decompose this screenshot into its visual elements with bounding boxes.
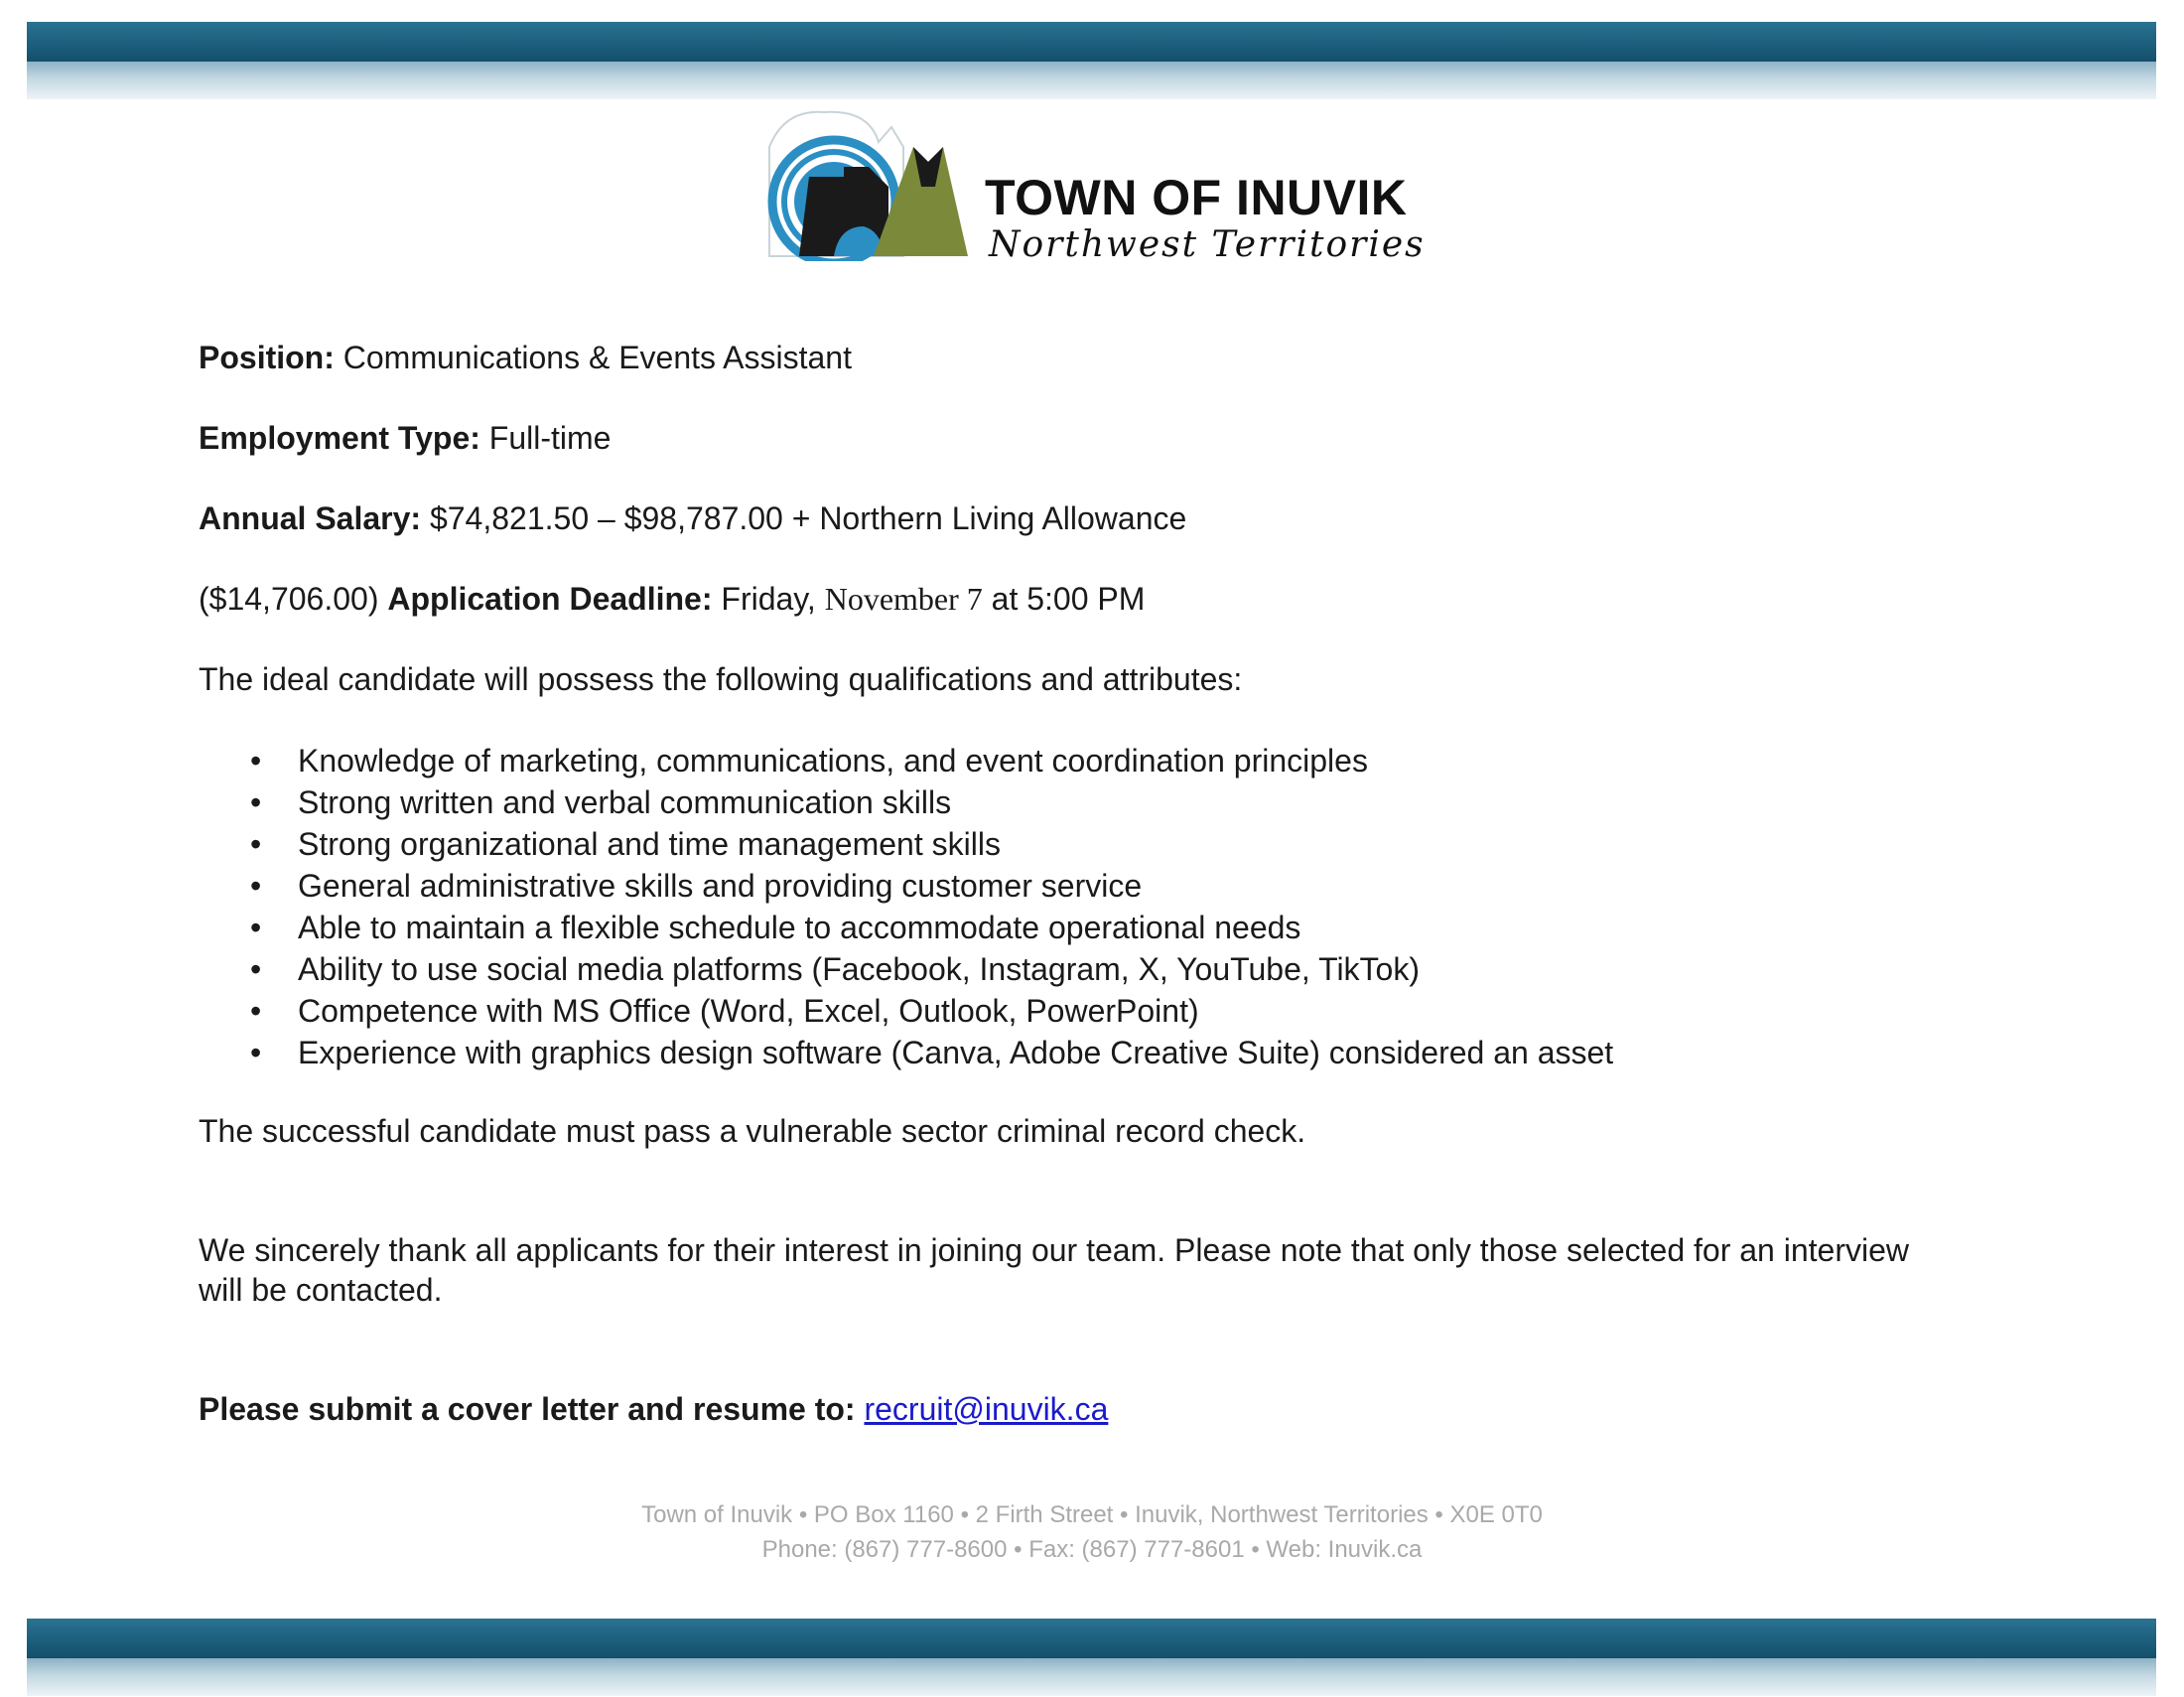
deadline-date: November 7 bbox=[824, 581, 983, 617]
thank-you-note: We sincerely thank all applicants for their interest in joining our team. Please note that only those selected for an interview will be contacted. bbox=[199, 1232, 1909, 1308]
bullet-icon: • bbox=[250, 993, 262, 1029]
bullet-icon: • bbox=[250, 1035, 262, 1070]
list-item bbox=[199, 1032, 1985, 1073]
salary-field bbox=[199, 498, 1985, 538]
bullet-icon: • bbox=[250, 743, 262, 778]
list-item bbox=[199, 907, 1985, 948]
list-item bbox=[199, 865, 1985, 907]
list-item-text: General administrative skills and providing customer service bbox=[298, 868, 1143, 904]
position-value: Communications & Events Assistant bbox=[342, 340, 852, 375]
footer-band-bar bbox=[27, 1619, 2156, 1658]
list-item-text: Strong organizational and time management skills bbox=[298, 826, 1001, 862]
header-band-bar bbox=[27, 22, 2156, 62]
job-posting bbox=[199, 338, 1985, 1429]
record-check-note: The successful candidate must pass a vulnerable sector criminal record check. bbox=[199, 1113, 1306, 1149]
list-item bbox=[199, 948, 1985, 990]
town-logo-subtitle: Northwest Territories bbox=[989, 224, 1426, 265]
town-logo-name: TOWN OF INUVIK bbox=[985, 170, 1408, 225]
bullet-icon: • bbox=[250, 784, 262, 820]
position-field bbox=[199, 338, 1985, 377]
list-item bbox=[199, 823, 1985, 865]
submit-instructions bbox=[199, 1389, 1985, 1429]
contact-footer bbox=[0, 1497, 2184, 1567]
list-item bbox=[199, 740, 1985, 781]
deadline-field bbox=[199, 579, 1985, 619]
bullet-icon: • bbox=[250, 826, 262, 862]
deadline-label: Application Deadline: bbox=[387, 581, 713, 617]
bullet-icon: • bbox=[250, 868, 262, 904]
deadline-day: Friday, bbox=[721, 581, 816, 617]
bullet-icon: • bbox=[250, 951, 262, 987]
employment-type-label: Employment Type: bbox=[199, 420, 480, 456]
town-logo-icon bbox=[764, 107, 978, 261]
list-item-text: Ability to use social media platforms (Facebook, Instagram, X, YouTube, TikTok) bbox=[298, 951, 1420, 987]
footer-phone-web: Phone: (867) 777-8600 • Fax: (867) 777-8601 • Web: Inuvik.ca bbox=[761, 1536, 1423, 1563]
bullet-icon: • bbox=[250, 910, 262, 945]
header-band bbox=[27, 22, 2156, 99]
list-item-text: Strong written and verbal communication skills bbox=[298, 784, 952, 820]
recruit-email-link[interactable]: recruit@inuvik.ca bbox=[864, 1391, 1109, 1427]
list-item bbox=[199, 781, 1985, 823]
employment-type-field bbox=[199, 418, 1985, 458]
deadline-time: at 5:00 PM bbox=[991, 581, 1146, 617]
position-label: Position: bbox=[199, 340, 335, 375]
allowance-amount: ($14,706.00) bbox=[199, 581, 379, 617]
list-item-text: Knowledge of marketing, communications, and event coordination principles bbox=[298, 743, 1368, 778]
town-logo bbox=[764, 107, 1459, 286]
salary-value: $74,821.50 – $98,787.00 + Northern Living Allowance bbox=[429, 500, 1187, 536]
list-item bbox=[199, 990, 1985, 1032]
qualifications-list bbox=[199, 740, 1985, 1073]
submit-label: Please submit a cover letter and resume to: bbox=[199, 1391, 856, 1427]
salary-label: Annual Salary: bbox=[199, 500, 422, 536]
employment-type-value: Full-time bbox=[488, 420, 612, 456]
footer-address: Town of Inuvik • PO Box 1160 • 2 Firth Street • Inuvik, Northwest Territories • X0E 0T0 bbox=[641, 1501, 1543, 1528]
footer-band bbox=[27, 1619, 2156, 1696]
list-item-text: Able to maintain a flexible schedule to accommodate operational needs bbox=[298, 910, 1301, 945]
list-item-text: Experience with graphics design software (Canva, Adobe Creative Suite) considered an asset bbox=[298, 1035, 1614, 1070]
list-item-text: Competence with MS Office (Word, Excel, Outlook, PowerPoint) bbox=[298, 993, 1199, 1029]
qualifications-intro: The ideal candidate will possess the following qualifications and attributes: bbox=[199, 661, 1243, 697]
header-band-fade bbox=[27, 62, 2156, 99]
footer-band-fade bbox=[27, 1658, 2156, 1696]
